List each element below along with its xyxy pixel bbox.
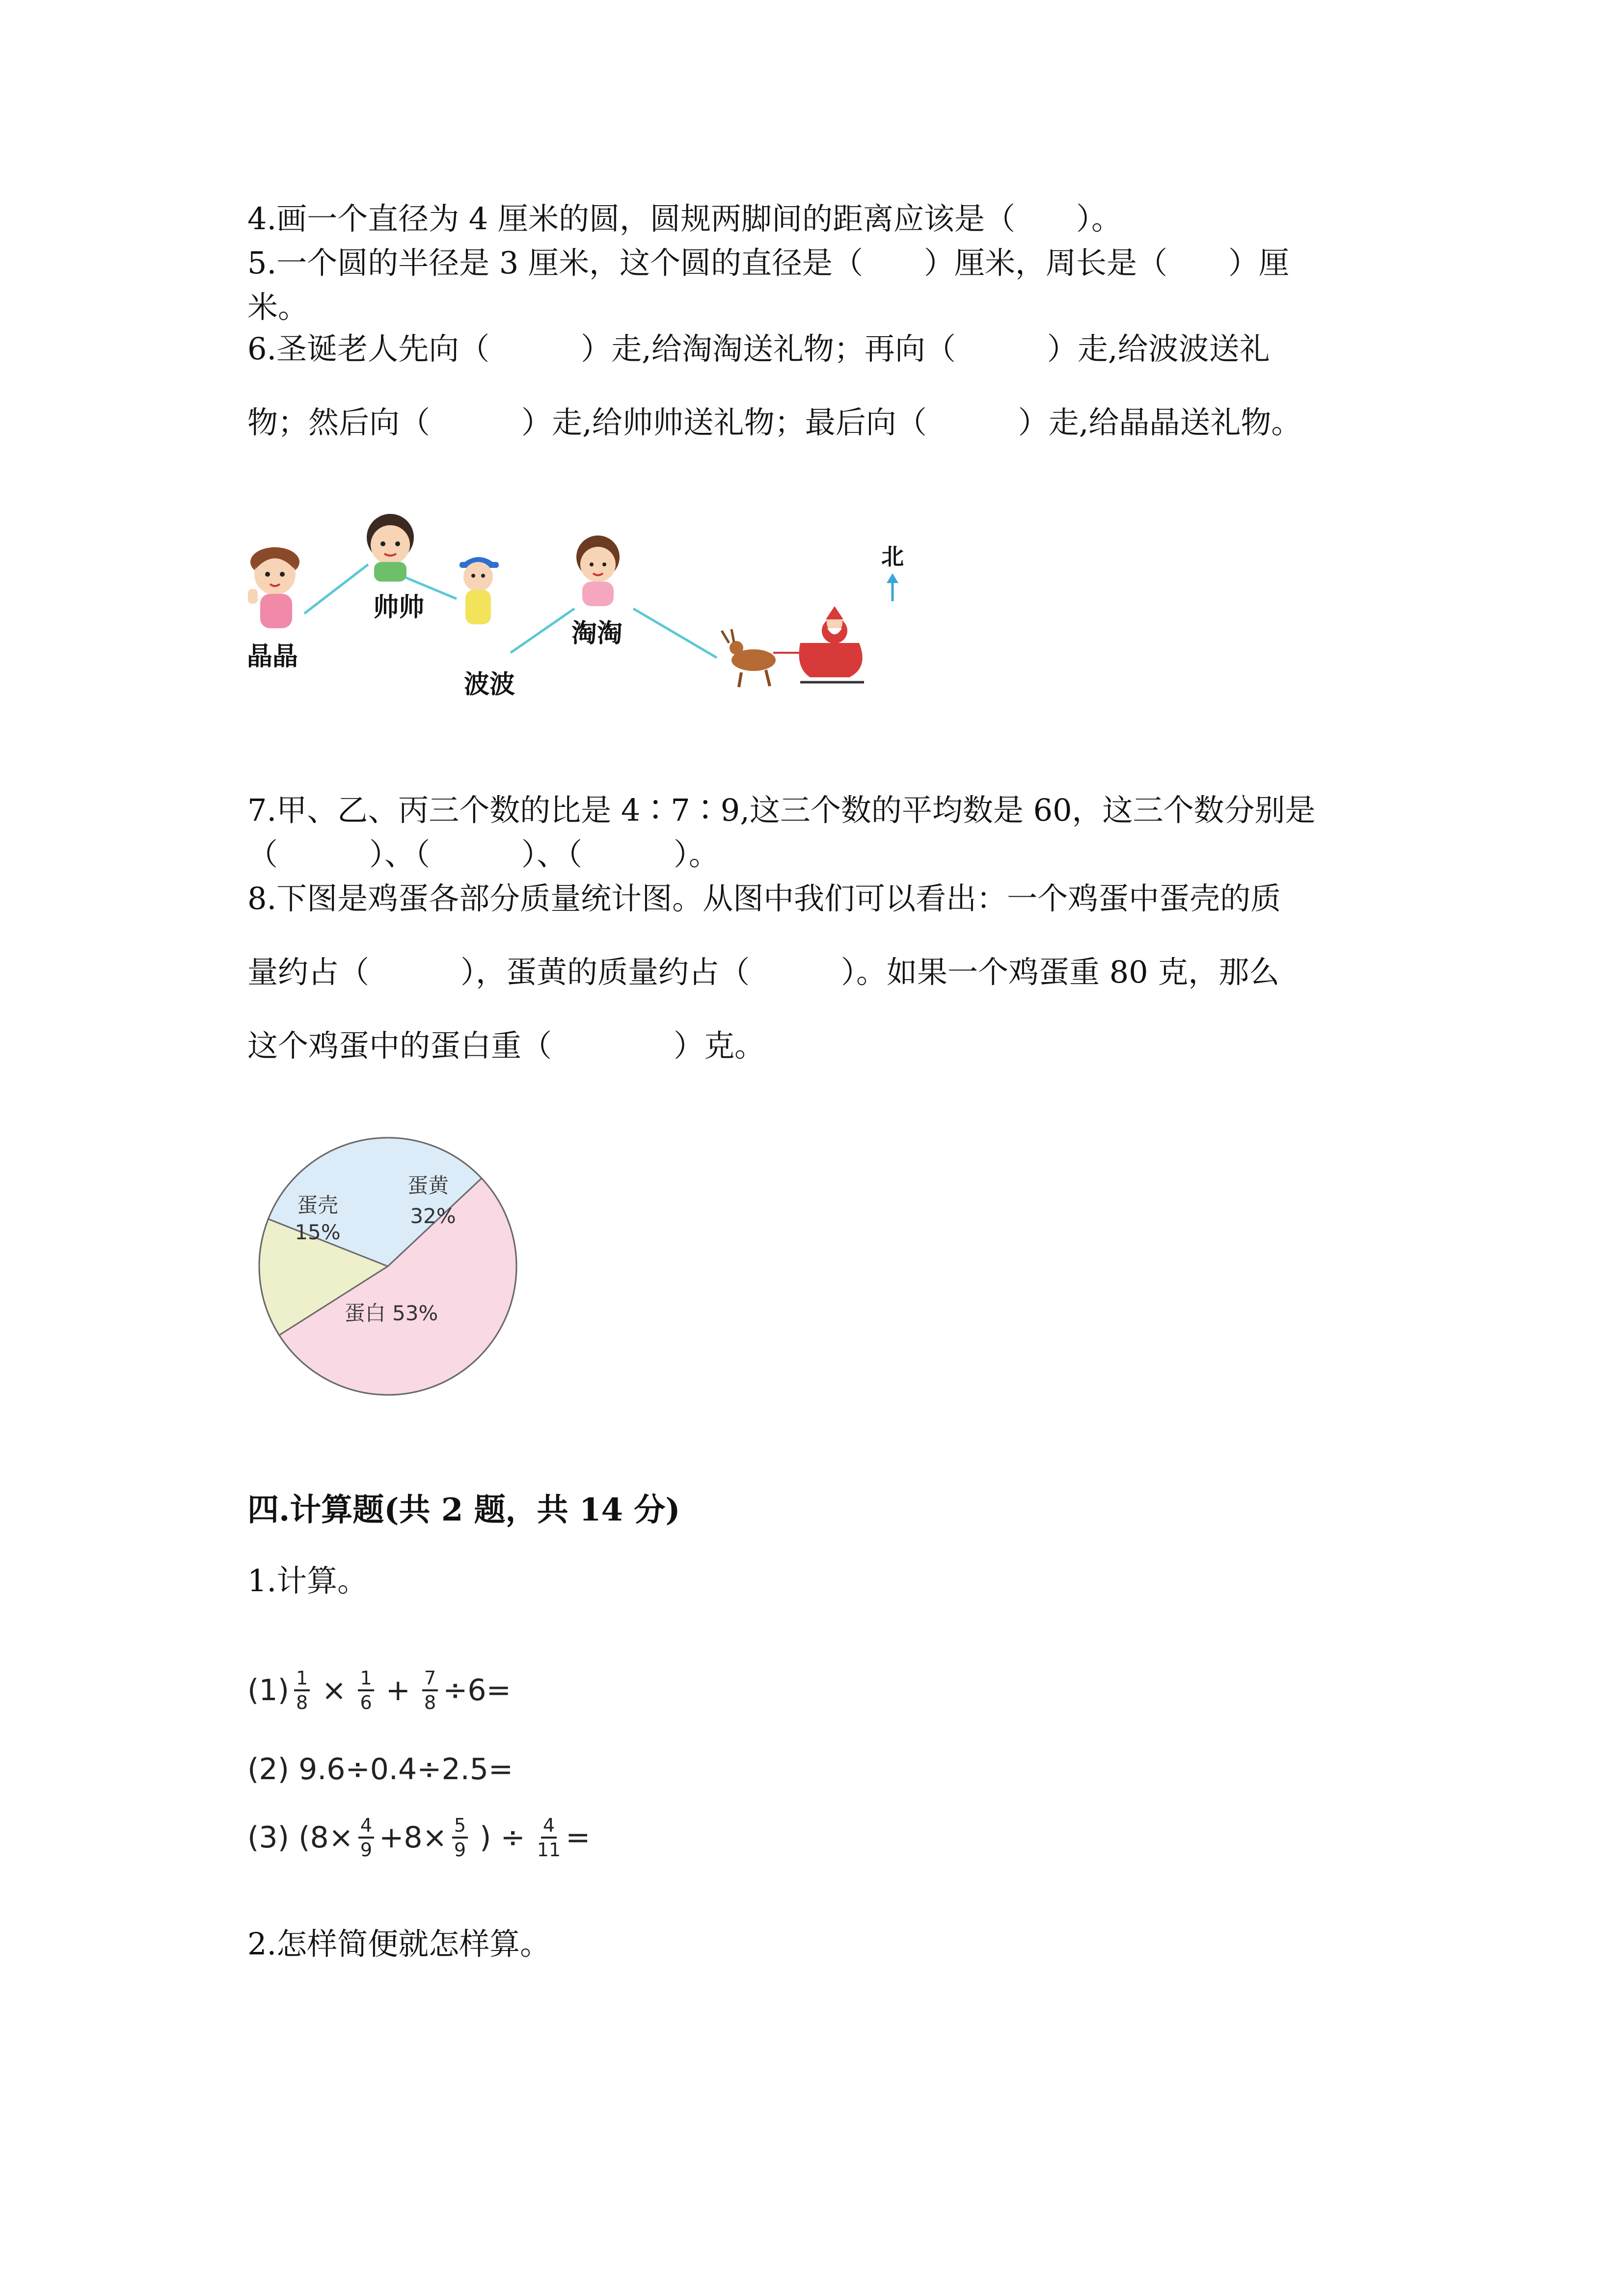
- calc-1-op-1: ×: [322, 1673, 347, 1708]
- section-4-heading: 四.计算题(共 2 题，共 14 分): [247, 1492, 680, 1528]
- pie-label-yolk-value: 32%: [410, 1204, 456, 1228]
- question-8-line-2: 量约占（ ），蛋黄的质量约占（ ）。如果一个鸡蛋重 80 克，那么: [247, 954, 1280, 990]
- north-label: 北: [881, 543, 904, 570]
- label-bobo: 波波: [463, 670, 515, 699]
- section-4-question-1-title: 1.计算。: [247, 1563, 368, 1599]
- question-7-line-1: 7.甲、乙、丙三个数的比是 4∶7∶9,这三个数的平均数是 60，这三个数分别是: [247, 792, 1316, 828]
- label-shuaishuai: 帅帅: [373, 593, 425, 622]
- pie-label-yolk-name: 蛋黄: [407, 1174, 449, 1198]
- question-6-line-2: 物；然后向（ ）走,给帅帅送礼物；最后向（ ）走,给晶晶送礼物。: [247, 404, 1302, 440]
- calc-2-text: (2) 9.6÷0.4÷2.5=: [247, 1752, 514, 1787]
- question-8-line-3: 这个鸡蛋中的蛋白重（ ）克。: [247, 1028, 765, 1064]
- calc-1-label: (1): [247, 1673, 289, 1708]
- pie-label-shell-value: 15%: [295, 1220, 341, 1244]
- question-8-line-1: 8.下图是鸡蛋各部分质量统计图。从图中我们可以看出：一个鸡蛋中蛋壳的质: [247, 881, 1281, 916]
- taotao-figure: [576, 535, 620, 606]
- path-line-taotao-santa: [633, 609, 717, 658]
- question-6-line-1: 6.圣诞老人先向（ ）走,给淘淘送礼物；再向（ ）走,给波波送礼: [247, 331, 1270, 367]
- shuaishuai-figure: [367, 514, 414, 582]
- bobo-figure: [460, 557, 499, 624]
- calc-1-tail: ÷6=: [443, 1673, 511, 1708]
- pie-label-shell-name: 蛋壳: [297, 1193, 339, 1217]
- calc-3: [247, 1816, 590, 1859]
- pie-label-white: 蛋白 53%: [344, 1301, 438, 1325]
- calc-3-tail: =: [566, 1820, 591, 1855]
- calc-3-close: ) ÷: [480, 1820, 525, 1855]
- calc-1-fraction-1: $\frac{1}{8}$: [294, 1669, 310, 1712]
- question-4: 4.画一个直径为 4 厘米的圆，圆规两脚间的距离应该是（ ）。: [247, 201, 1122, 237]
- calc-3-fraction-1: $\frac{4}{9}$: [358, 1816, 374, 1859]
- calc-1: [247, 1669, 511, 1712]
- egg-composition-pie-chart: [248, 1129, 528, 1404]
- direction-map-figure: [245, 506, 943, 712]
- jingjing-figure: [248, 547, 299, 628]
- question-7-line-2: （ ）、（ ）、（ ）。: [247, 836, 720, 872]
- label-taotao: 淘淘: [571, 619, 623, 648]
- calc-3-label: (3) (8×: [247, 1820, 353, 1855]
- section-4-question-2-title: 2.怎样简便就怎样算。: [247, 1926, 551, 1962]
- calc-3-fraction-3: $\frac{4}{11}$: [537, 1815, 561, 1861]
- calc-2: [247, 1752, 513, 1787]
- question-5-line-1: 5.一个圆的半径是 3 厘米，这个圆的直径是（ ）厘米，周长是（ ）厘: [247, 245, 1290, 281]
- question-5-line-2: 米。: [247, 289, 309, 325]
- calc-3-fraction-2: $\frac{5}{9}$: [452, 1816, 468, 1859]
- calc-1-op-2: +: [385, 1673, 410, 1708]
- path-line-jingjing-shuaishuai: [304, 564, 368, 614]
- label-jingjing: 晶晶: [246, 642, 298, 671]
- path-line-bobo-taotao: [511, 609, 574, 653]
- santa-sleigh-figure: [722, 606, 864, 687]
- calc-1-fraction-3: $\frac{7}{8}$: [422, 1669, 438, 1712]
- calc-1-fraction-2: $\frac{1}{6}$: [358, 1669, 374, 1712]
- calc-3-mid: +8×: [379, 1820, 447, 1855]
- north-arrow-icon: [887, 573, 898, 601]
